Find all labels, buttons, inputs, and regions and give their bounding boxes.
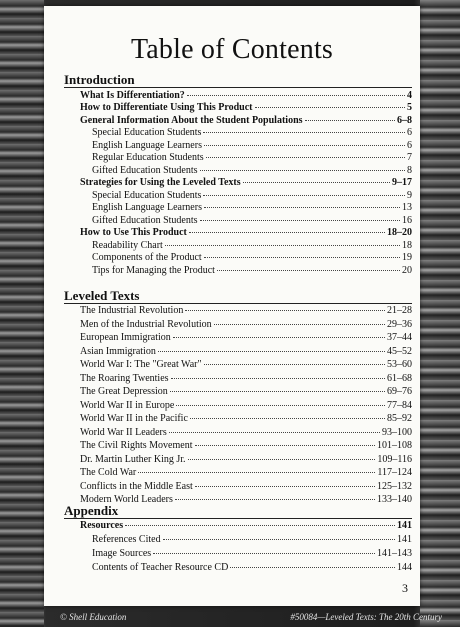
- toc-subentry[interactable]: References Cited 141: [92, 534, 412, 545]
- toc-entry[interactable]: The Civil Rights Movement 101–108: [80, 440, 412, 451]
- toc-subentry[interactable]: Special Education Students 6: [92, 127, 412, 138]
- section-heading-leveled-texts: Leveled Texts: [64, 288, 140, 303]
- toc-entry[interactable]: Resources 141: [80, 520, 412, 531]
- footer-copyright: © Shell Education: [60, 612, 127, 622]
- toc-entry[interactable]: What Is Differentiation? 4: [80, 90, 412, 101]
- toc-entry[interactable]: How to Use This Product 18–20: [80, 227, 412, 238]
- toc-entry[interactable]: The Cold War 117–124: [80, 467, 412, 478]
- page-footer: [0, 607, 460, 627]
- toc-subentry[interactable]: Regular Education Students 7: [92, 152, 412, 163]
- toc-entry[interactable]: European Immigration 37–44: [80, 332, 412, 343]
- toc-entry[interactable]: World War II Leaders 93–100: [80, 426, 412, 438]
- toc-entry[interactable]: How to Differentiate Using This Product 5: [80, 102, 412, 113]
- toc-subentry[interactable]: Special Education Students 9: [92, 189, 412, 201]
- toc-subentry[interactable]: Components of the Product 19: [92, 252, 412, 263]
- toc-subentry[interactable]: Tips for Managing the Product 20: [92, 264, 412, 276]
- toc-entry[interactable]: The Great Depression 69–76: [80, 386, 412, 397]
- section-heading-appendix: Appendix: [64, 503, 119, 518]
- section-heading-introduction: Introduction: [64, 72, 135, 87]
- toc-subentry[interactable]: Gifted Education Students 8: [92, 164, 412, 176]
- toc-subentry[interactable]: Image Sources 141–143: [92, 548, 412, 559]
- toc-entry[interactable]: World War I: The "Great War" 53–60: [80, 359, 412, 370]
- section-divider: [64, 87, 412, 88]
- toc-subentry[interactable]: Readability Chart 18: [92, 239, 412, 251]
- page-number: 3: [402, 581, 408, 595]
- document-page: [44, 6, 420, 606]
- toc-entry[interactable]: World War II in Europe 77–84: [80, 399, 412, 411]
- toc-entry[interactable]: Asian Immigration 45–52: [80, 345, 412, 357]
- page-title: Table of Contents: [130, 34, 334, 65]
- section-divider: [64, 303, 412, 304]
- section-divider: [64, 518, 412, 519]
- toc-entry[interactable]: Strategies for Using the Leveled Texts 9–17: [80, 177, 412, 188]
- toc-entry[interactable]: Conflicts in the Middle East 125–132: [80, 480, 412, 492]
- toc-entry[interactable]: Modern World Leaders 133–140: [80, 494, 412, 505]
- toc-entry[interactable]: General Information About the Student Populations 6–8: [80, 114, 412, 126]
- toc-subentry[interactable]: English Language Learners 13: [92, 202, 412, 213]
- toc-subentry[interactable]: English Language Learners 6: [92, 139, 412, 151]
- toc-subentry[interactable]: Contents of Teacher Resource CD 144: [92, 562, 412, 573]
- footer-product-title: #50084—Leveled Texts: The 20th Century: [290, 612, 442, 622]
- toc-entry[interactable]: Men of the Industrial Revolution 29–36: [80, 318, 412, 330]
- left-background-stripes: [0, 0, 44, 627]
- right-background-stripes: [420, 0, 460, 627]
- toc-subentry[interactable]: Gifted Education Students 16: [92, 214, 412, 226]
- toc-entry[interactable]: World War II in the Pacific 85–92: [80, 413, 412, 424]
- toc-entry[interactable]: Dr. Martin Luther King Jr. 109–116: [80, 453, 412, 465]
- toc-entry[interactable]: The Industrial Revolution 21–28: [80, 305, 412, 316]
- toc-entry[interactable]: The Roaring Twenties 61–68: [80, 372, 412, 384]
